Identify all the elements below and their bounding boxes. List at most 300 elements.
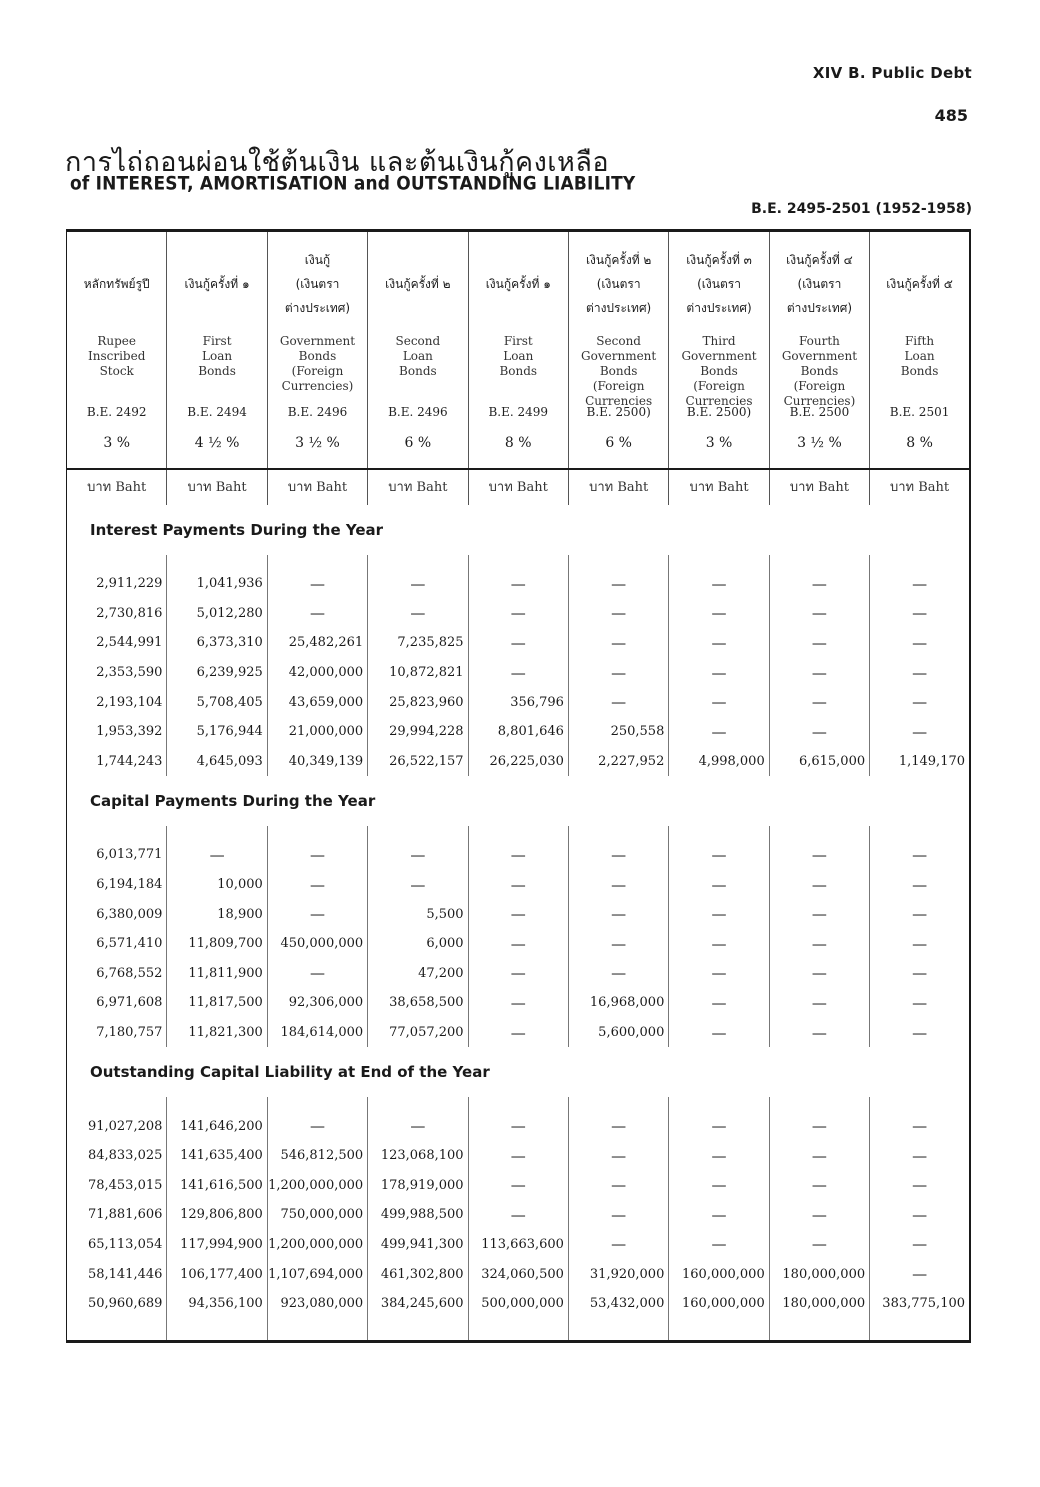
table-cell: — bbox=[769, 899, 869, 929]
table-cell: — bbox=[870, 1259, 970, 1289]
table-cell: 2,193,104 bbox=[67, 687, 167, 717]
table-cell: — bbox=[669, 628, 769, 658]
table-cell: — bbox=[568, 1171, 668, 1201]
table-cell: — bbox=[769, 840, 869, 870]
table-cell: 2,544,991 bbox=[67, 628, 167, 658]
spacer-cell bbox=[669, 826, 769, 840]
table-row bbox=[67, 899, 971, 929]
table-cell: — bbox=[167, 840, 267, 870]
table-row bbox=[67, 1200, 971, 1230]
table-cell: 324,060,500 bbox=[468, 1259, 568, 1289]
table-cell: — bbox=[468, 840, 568, 870]
spacer-cell bbox=[870, 555, 970, 569]
table-cell: — bbox=[568, 1200, 668, 1230]
column-year: B.E. 2496 bbox=[287, 405, 348, 419]
section-heading-row bbox=[67, 505, 971, 555]
table-cell: 11,817,500 bbox=[167, 988, 267, 1018]
table-cell: 2,911,229 bbox=[67, 569, 167, 599]
table-cell: 50,960,689 bbox=[67, 1289, 167, 1319]
table-row bbox=[67, 1018, 971, 1048]
table-cell: — bbox=[568, 1141, 668, 1171]
table-cell: — bbox=[669, 1171, 769, 1201]
column-header bbox=[468, 231, 568, 470]
table-cell: 1,953,392 bbox=[67, 717, 167, 747]
table-cell: — bbox=[568, 599, 668, 629]
table-row bbox=[67, 599, 971, 629]
table-cell: — bbox=[568, 658, 668, 688]
table-cell: 499,941,300 bbox=[368, 1230, 468, 1260]
table-cell: — bbox=[669, 988, 769, 1018]
table-cell: 123,068,100 bbox=[368, 1141, 468, 1171]
table-cell: 461,302,800 bbox=[368, 1259, 468, 1289]
unit-label: บาท Baht bbox=[870, 469, 970, 505]
column-rate: 3 % bbox=[103, 435, 131, 451]
section-code: XIV B. Public Debt bbox=[812, 64, 972, 82]
spacer-cell bbox=[669, 1097, 769, 1111]
column-english-label: Second Government Bonds (Foreign Currencies bbox=[581, 334, 657, 408]
column-year: B.E. 2499 bbox=[488, 405, 549, 419]
unit-label: บาท Baht bbox=[769, 469, 869, 505]
table-cell: — bbox=[669, 569, 769, 599]
table-cell: 11,811,900 bbox=[167, 959, 267, 989]
table-cell: 4,998,000 bbox=[669, 747, 769, 777]
column-year: B.E. 2492 bbox=[86, 405, 147, 419]
spacer-cell bbox=[769, 1097, 869, 1111]
table-cell: 178,919,000 bbox=[368, 1171, 468, 1201]
spacer-cell bbox=[167, 826, 267, 840]
table-cell: — bbox=[468, 1141, 568, 1171]
table-cell: — bbox=[468, 1171, 568, 1201]
table-cell: — bbox=[870, 1230, 970, 1260]
table-cell: 6,971,608 bbox=[67, 988, 167, 1018]
table-cell: — bbox=[669, 658, 769, 688]
table-cell: 8,801,646 bbox=[468, 717, 568, 747]
period-label: B.E. 2495-2501 (1952-1958) bbox=[751, 201, 972, 217]
table-cell: 10,000 bbox=[167, 870, 267, 900]
column-header bbox=[368, 231, 468, 470]
table-cell: 10,872,821 bbox=[368, 658, 468, 688]
column-header-row bbox=[67, 231, 971, 470]
table-cell: — bbox=[267, 840, 367, 870]
table-cell: — bbox=[468, 959, 568, 989]
spacer-cell bbox=[870, 826, 970, 840]
table-cell: 6,380,009 bbox=[67, 899, 167, 929]
table-row bbox=[67, 569, 971, 599]
column-thai-label: เงินกู้ครั้งที่ ๔ (เงินตรา ต่างประเทศ) bbox=[786, 253, 853, 315]
table-cell: 18,900 bbox=[167, 899, 267, 929]
table-cell: 71,881,606 bbox=[67, 1200, 167, 1230]
table-cell: — bbox=[769, 658, 869, 688]
table-cell: — bbox=[568, 1111, 668, 1141]
table-row bbox=[67, 959, 971, 989]
bottom-cell bbox=[568, 1318, 668, 1342]
table-cell: — bbox=[267, 959, 367, 989]
table-cell: — bbox=[769, 1141, 869, 1171]
table-cell: 84,833,025 bbox=[67, 1141, 167, 1171]
column-header bbox=[870, 231, 970, 470]
spacer-cell bbox=[167, 555, 267, 569]
table-row bbox=[67, 1259, 971, 1289]
debt-table-grid bbox=[66, 229, 971, 1343]
table-cell: 5,708,405 bbox=[167, 687, 267, 717]
spacer-cell bbox=[368, 826, 468, 840]
table-cell: — bbox=[769, 1200, 869, 1230]
unit-label: บาท Baht bbox=[67, 469, 167, 505]
table-cell: — bbox=[769, 599, 869, 629]
table-row bbox=[67, 1230, 971, 1260]
table-cell: 750,000,000 bbox=[267, 1200, 367, 1230]
unit-label: บาท Baht bbox=[468, 469, 568, 505]
table-cell: 1,149,170 bbox=[870, 747, 970, 777]
table-row bbox=[67, 929, 971, 959]
table-cell: — bbox=[468, 569, 568, 599]
table-row bbox=[67, 1141, 971, 1171]
table-cell: — bbox=[568, 899, 668, 929]
bottom-cell bbox=[67, 1318, 167, 1342]
table-cell: 26,225,030 bbox=[468, 747, 568, 777]
table-cell: — bbox=[870, 1018, 970, 1048]
table-cell: 6,768,552 bbox=[67, 959, 167, 989]
column-thai-label: เงินกู้ครั้งที่ ๑ bbox=[184, 277, 250, 291]
table-cell: — bbox=[769, 1018, 869, 1048]
table-cell: — bbox=[368, 599, 468, 629]
table-cell: — bbox=[468, 599, 568, 629]
section-heading: Outstanding Capital Liability at End of the Year bbox=[67, 1047, 971, 1097]
section-heading: Capital Payments During the Year bbox=[67, 776, 971, 826]
table-cell: 450,000,000 bbox=[267, 929, 367, 959]
table-cell: — bbox=[669, 717, 769, 747]
table-cell: 5,012,280 bbox=[167, 599, 267, 629]
column-english-label: First Loan Bonds bbox=[499, 334, 538, 378]
table-cell: — bbox=[368, 840, 468, 870]
table-cell: 106,177,400 bbox=[167, 1259, 267, 1289]
unit-label: บาท Baht bbox=[568, 469, 668, 505]
column-thai-label: เงินกู้ครั้งที่ ๒ bbox=[385, 277, 451, 291]
table-cell: — bbox=[267, 1111, 367, 1141]
column-year: B.E. 2500) bbox=[586, 405, 651, 419]
table-cell: — bbox=[468, 1200, 568, 1230]
section-heading: Interest Payments During the Year bbox=[67, 505, 971, 555]
table-row bbox=[67, 840, 971, 870]
table-cell: — bbox=[669, 1230, 769, 1260]
table-cell: — bbox=[568, 840, 668, 870]
table-cell: — bbox=[870, 569, 970, 599]
title-english: of INTEREST, AMORTISATION and OUTSTANDING LIABILITY bbox=[70, 173, 636, 195]
table-cell: 113,663,600 bbox=[468, 1230, 568, 1260]
table-cell: — bbox=[568, 628, 668, 658]
unit-label: บาท Baht bbox=[167, 469, 267, 505]
table-cell: — bbox=[769, 870, 869, 900]
column-thai-label: เงินกู้ครั้งที่ ๓ (เงินตรา ต่างประเทศ) bbox=[686, 253, 752, 315]
table-cell: 77,057,200 bbox=[368, 1018, 468, 1048]
column-thai-label: เงินกู้ครั้งที่ ๕ bbox=[886, 277, 953, 291]
table-cell: 141,646,200 bbox=[167, 1111, 267, 1141]
table-cell: — bbox=[669, 1018, 769, 1048]
table-cell: — bbox=[468, 658, 568, 688]
bottom-cell bbox=[167, 1318, 267, 1342]
table-cell: — bbox=[669, 870, 769, 900]
table-cell: — bbox=[669, 899, 769, 929]
table-cell: — bbox=[267, 899, 367, 929]
column-thai-label: หลักทรัพย์รูปี bbox=[83, 277, 150, 291]
table-header bbox=[67, 231, 971, 506]
table-cell: — bbox=[870, 628, 970, 658]
spacer-cell bbox=[67, 826, 167, 840]
table-row bbox=[67, 717, 971, 747]
table-row bbox=[67, 870, 971, 900]
table-cell: 47,200 bbox=[368, 959, 468, 989]
table-cell: — bbox=[669, 1141, 769, 1171]
table-cell: — bbox=[870, 988, 970, 1018]
spacer-cell bbox=[568, 826, 668, 840]
table-cell: 2,353,590 bbox=[67, 658, 167, 688]
table-cell: — bbox=[870, 899, 970, 929]
column-thai-label: เงินกู้ครั้งที่ ๑ bbox=[485, 277, 551, 291]
table-cell: — bbox=[468, 628, 568, 658]
table-cell: 26,522,157 bbox=[368, 747, 468, 777]
table-cell: — bbox=[468, 988, 568, 1018]
table-cell: 7,235,825 bbox=[368, 628, 468, 658]
table-cell: — bbox=[769, 687, 869, 717]
table-cell: — bbox=[368, 569, 468, 599]
table-row bbox=[67, 628, 971, 658]
spacer-cell bbox=[468, 555, 568, 569]
column-english-label: Third Government Bonds (Foreign Currencies bbox=[681, 334, 757, 408]
table-cell: — bbox=[769, 1171, 869, 1201]
table-cell: 16,968,000 bbox=[568, 988, 668, 1018]
table-cell: 384,245,600 bbox=[368, 1289, 468, 1319]
table-cell: 11,809,700 bbox=[167, 929, 267, 959]
column-header bbox=[67, 231, 167, 470]
page-number: 485 bbox=[934, 106, 968, 125]
table-cell: 1,200,000,000 bbox=[267, 1171, 367, 1201]
table-cell: — bbox=[267, 569, 367, 599]
table-cell: 11,821,300 bbox=[167, 1018, 267, 1048]
table-cell: 923,080,000 bbox=[267, 1289, 367, 1319]
column-year: B.E. 2501 bbox=[889, 405, 950, 419]
table-cell: 40,349,139 bbox=[267, 747, 367, 777]
column-rate: 4 ½ % bbox=[194, 435, 240, 451]
column-year: B.E. 2494 bbox=[187, 405, 247, 419]
table-cell: — bbox=[468, 1018, 568, 1048]
spacer-cell bbox=[67, 1097, 167, 1111]
bottom-cell bbox=[368, 1318, 468, 1342]
table-cell: — bbox=[769, 1111, 869, 1141]
table-cell: 92,306,000 bbox=[267, 988, 367, 1018]
table-cell: — bbox=[669, 1200, 769, 1230]
table-cell: — bbox=[769, 569, 869, 599]
table-cell: — bbox=[568, 870, 668, 900]
spacer-cell bbox=[568, 555, 668, 569]
spacer-row bbox=[67, 826, 971, 840]
bottom-cell bbox=[468, 1318, 568, 1342]
spacer-cell bbox=[769, 555, 869, 569]
table-cell: 141,616,500 bbox=[167, 1171, 267, 1201]
bottom-cell bbox=[769, 1318, 869, 1342]
unit-row bbox=[67, 469, 971, 505]
column-year: B.E. 2500) bbox=[686, 405, 752, 419]
table-cell: — bbox=[468, 899, 568, 929]
bottom-cell bbox=[267, 1318, 367, 1342]
spacer-row bbox=[67, 555, 971, 569]
table-cell: — bbox=[669, 599, 769, 629]
table-cell: — bbox=[769, 1230, 869, 1260]
bottom-cell bbox=[870, 1318, 970, 1342]
table-cell: — bbox=[267, 870, 367, 900]
title-thai: การไถ่ถอนผ่อนใช้ต้นเงิน และต้นเงินกู้คงเหลือ bbox=[65, 147, 610, 178]
table-cell: 160,000,000 bbox=[669, 1259, 769, 1289]
table-cell: 1,107,694,000 bbox=[267, 1259, 367, 1289]
table-cell: — bbox=[468, 870, 568, 900]
table-cell: — bbox=[870, 929, 970, 959]
spacer-cell bbox=[267, 1097, 367, 1111]
table-cell: 356,796 bbox=[468, 687, 568, 717]
table-cell: 38,658,500 bbox=[368, 988, 468, 1018]
spacer-cell bbox=[468, 826, 568, 840]
column-year: B.E. 2496 bbox=[388, 405, 448, 419]
table-cell: — bbox=[669, 929, 769, 959]
table-cell: 21,000,000 bbox=[267, 717, 367, 747]
table-cell: — bbox=[669, 840, 769, 870]
table-cell: — bbox=[568, 959, 668, 989]
table-cell: 2,730,816 bbox=[67, 599, 167, 629]
column-rate: 3 ½ % bbox=[295, 435, 340, 451]
column-header bbox=[568, 231, 668, 470]
spacer-cell bbox=[368, 555, 468, 569]
table-row bbox=[67, 1171, 971, 1201]
spacer-row bbox=[67, 1097, 971, 1111]
table-cell: — bbox=[267, 599, 367, 629]
table-cell: — bbox=[870, 1200, 970, 1230]
column-rate: 6 % bbox=[404, 435, 432, 451]
spacer-cell bbox=[267, 826, 367, 840]
column-rate: 3 ½ % bbox=[797, 435, 842, 451]
table-cell: 1,200,000,000 bbox=[267, 1230, 367, 1260]
table-cell: — bbox=[769, 959, 869, 989]
table-cell: 383,775,100 bbox=[870, 1289, 970, 1319]
table-cell: — bbox=[568, 569, 668, 599]
column-header bbox=[167, 231, 267, 470]
unit-label: บาท Baht bbox=[669, 469, 769, 505]
column-rate: 8 % bbox=[504, 435, 532, 451]
column-header bbox=[769, 231, 869, 470]
table-cell: 4,645,093 bbox=[167, 747, 267, 777]
table-cell: — bbox=[870, 599, 970, 629]
table-cell: — bbox=[769, 929, 869, 959]
table-bottom-row bbox=[67, 1318, 971, 1342]
table-cell: 1,744,243 bbox=[67, 747, 167, 777]
unit-label: บาท Baht bbox=[368, 469, 468, 505]
column-english-label: Government Bonds (Foreign Currencies) bbox=[279, 334, 356, 393]
table-cell: — bbox=[870, 840, 970, 870]
table-cell: 500,000,000 bbox=[468, 1289, 568, 1319]
column-year: B.E. 2500 bbox=[789, 405, 850, 419]
column-rate: 8 % bbox=[906, 435, 933, 451]
spacer-cell bbox=[468, 1097, 568, 1111]
table-cell: — bbox=[368, 1111, 468, 1141]
table-cell: 25,482,261 bbox=[267, 628, 367, 658]
table-cell: — bbox=[870, 870, 970, 900]
table-cell: 53,432,000 bbox=[568, 1289, 668, 1319]
table-cell: — bbox=[870, 687, 970, 717]
table-cell: 5,600,000 bbox=[568, 1018, 668, 1048]
section-heading-row bbox=[67, 776, 971, 826]
table-cell: — bbox=[669, 1111, 769, 1141]
table-cell: — bbox=[568, 929, 668, 959]
table-cell: 250,558 bbox=[568, 717, 668, 747]
column-english-label: Fifth Loan Bonds bbox=[900, 334, 939, 378]
table-cell: 94,356,100 bbox=[167, 1289, 267, 1319]
table-cell: 180,000,000 bbox=[769, 1289, 869, 1319]
table-row bbox=[67, 747, 971, 777]
bottom-cell bbox=[669, 1318, 769, 1342]
table-cell: 1,041,936 bbox=[167, 569, 267, 599]
table-cell: 184,614,000 bbox=[267, 1018, 367, 1048]
column-english-label: Second Loan Bonds bbox=[395, 334, 441, 378]
table-cell: 25,823,960 bbox=[368, 687, 468, 717]
table-cell: — bbox=[368, 870, 468, 900]
table-cell: 43,659,000 bbox=[267, 687, 367, 717]
table-cell: 6,194,184 bbox=[67, 870, 167, 900]
table-cell: 6,239,925 bbox=[167, 658, 267, 688]
debt-table bbox=[66, 229, 970, 1343]
column-rate: 3 % bbox=[705, 435, 733, 451]
table-cell: — bbox=[669, 687, 769, 717]
table-cell: 6,373,310 bbox=[167, 628, 267, 658]
table-row bbox=[67, 687, 971, 717]
table-cell: 6,000 bbox=[368, 929, 468, 959]
spacer-cell bbox=[669, 555, 769, 569]
spacer-cell bbox=[368, 1097, 468, 1111]
table-cell: — bbox=[769, 717, 869, 747]
table-cell: — bbox=[669, 959, 769, 989]
table-cell: — bbox=[870, 1141, 970, 1171]
table-cell: — bbox=[870, 717, 970, 747]
table-row bbox=[67, 1111, 971, 1141]
spacer-cell bbox=[769, 826, 869, 840]
table-cell: 29,994,228 bbox=[368, 717, 468, 747]
table-cell: 42,000,000 bbox=[267, 658, 367, 688]
table-cell: 65,113,054 bbox=[67, 1230, 167, 1260]
table-cell: 31,920,000 bbox=[568, 1259, 668, 1289]
table-cell: 6,013,771 bbox=[67, 840, 167, 870]
table-cell: 6,615,000 bbox=[769, 747, 869, 777]
table-cell: 546,812,500 bbox=[267, 1141, 367, 1171]
section-heading-row bbox=[67, 1047, 971, 1097]
table-cell: 117,994,900 bbox=[167, 1230, 267, 1260]
table-cell: 58,141,446 bbox=[67, 1259, 167, 1289]
spacer-cell bbox=[568, 1097, 668, 1111]
spacer-cell bbox=[870, 1097, 970, 1111]
table-cell: — bbox=[568, 1230, 668, 1260]
table-cell: 2,227,952 bbox=[568, 747, 668, 777]
table-cell: — bbox=[870, 1171, 970, 1201]
table-cell: 78,453,015 bbox=[67, 1171, 167, 1201]
table-cell: 160,000,000 bbox=[669, 1289, 769, 1319]
column-header bbox=[267, 231, 367, 470]
table-cell: — bbox=[568, 687, 668, 717]
spacer-cell bbox=[67, 555, 167, 569]
table-cell: 91,027,208 bbox=[67, 1111, 167, 1141]
column-english-label: Rupee Inscribed Stock bbox=[88, 334, 146, 378]
table-cell: — bbox=[769, 988, 869, 1018]
table-row bbox=[67, 988, 971, 1018]
table-cell: — bbox=[468, 1111, 568, 1141]
table-cell: — bbox=[769, 628, 869, 658]
table-cell: 129,806,800 bbox=[167, 1200, 267, 1230]
column-english-label: First Loan Bonds bbox=[198, 334, 236, 378]
table-cell: 180,000,000 bbox=[769, 1259, 869, 1289]
